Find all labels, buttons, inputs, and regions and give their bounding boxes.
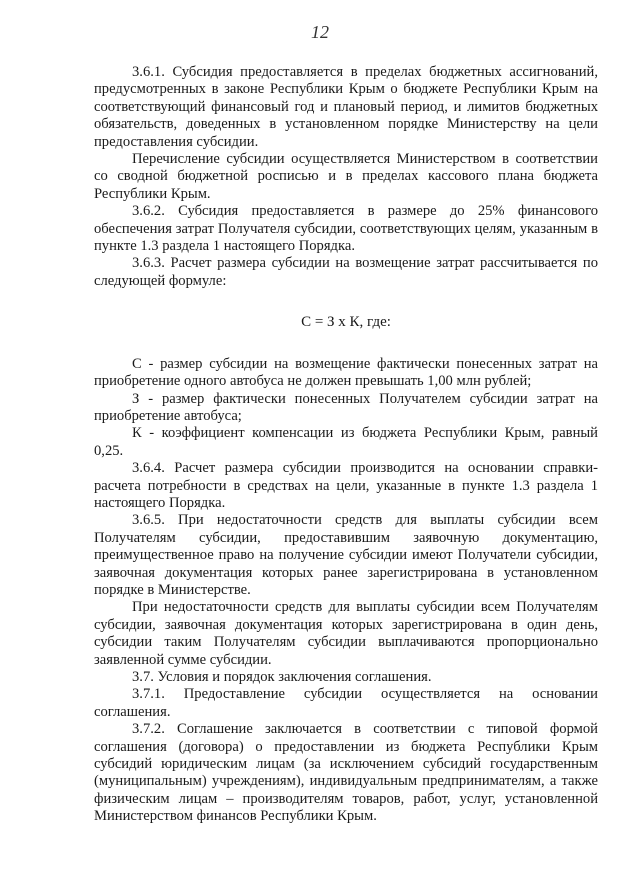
paragraph-3-6-4: 3.6.4. Расчет размера субсидии производится на основании справки-расчета потребности в средствах на цели, указанные в пункте 1.3 раздела 1 настоящего Порядка. <box>94 460 598 511</box>
paragraph-insufficient-funds: При недостаточности средств для выплаты субсидии всем Получателям субсидии, заявочная документация которых зарегистрирована в один день, субсидии таким Получателям субсидии выплачиваются пропорционально заявленной сумме субсидии. <box>94 599 598 668</box>
paragraph-3-6-3: 3.6.3. Расчет размера субсидии на возмещение затрат рассчитывается по следующей формуле: <box>94 255 598 289</box>
paragraph-3-7-1: 3.7.1. Предоставление субсидии осуществляется на основании соглашения. <box>94 686 598 720</box>
paragraph-3-6-1: 3.6.1. Субсидия предоставляется в пределах бюджетных ассигнований, предусмотренных в законе Республики Крым о бюджете Республики Крым на соответствующий финансовый год и плановый период, и лимитов бюджетных обязательств, доведенных в установленном порядке Министерству на цели предоставления субсидии. <box>94 64 598 150</box>
paragraph-3-7-2: 3.7.2. Соглашение заключается в соответствии с типовой формой соглашения (договора) о предоставлении из бюджета Республики Крым субсидий юридическим лицам (за исключением субсидий государственным (муниципальным) учреждениям), индивидуальным предпринимателям, а также физическим лицам – производителям товаров, работ, услуг, установленной Министерством финансов Республики Крым. <box>94 721 598 825</box>
paragraph-3-6-5: 3.6.5. При недостаточности средств для выплаты субсидии всем Получателям субсидии, предоставившим заявочную документацию, преимущественное право на получение субсидии имеют Получатели субсидии, заявочная документация которых ранее зарегистрирована в установленном порядке в Министерстве. <box>94 512 598 598</box>
formula: С = З х К, где: <box>301 314 391 331</box>
paragraph-3-7: 3.7. Условия и порядок заключения соглашения. <box>132 669 432 685</box>
paragraph-3-6-2: 3.6.2. Субсидия предоставляется в размере до 25% финансового обеспечения затрат Получателя субсидии, соответствующих целям, указанным в пункте 1.3 раздела 1 настоящего Порядка. <box>94 203 598 255</box>
definition-c: С - размер субсидии на возмещение фактически понесенных затрат на приобретение одного автобуса не должен превышать 1,00 млн рублей; <box>94 355 598 390</box>
paragraph-transfer: Перечисление субсидии осуществляется Министерством в соответствии со сводной бюджетной росписью и в пределах кассового плана бюджета Республики Крым. <box>94 151 598 202</box>
document-body <box>94 64 598 826</box>
definition-z: З - размер фактически понесенных Получателем субсидии затрат на приобретение автобуса; <box>94 390 598 424</box>
page-number: 12 <box>311 22 329 42</box>
definition-k: К - коэффициент компенсации из бюджета Республики Крым, равный 0,25. <box>94 425 598 459</box>
